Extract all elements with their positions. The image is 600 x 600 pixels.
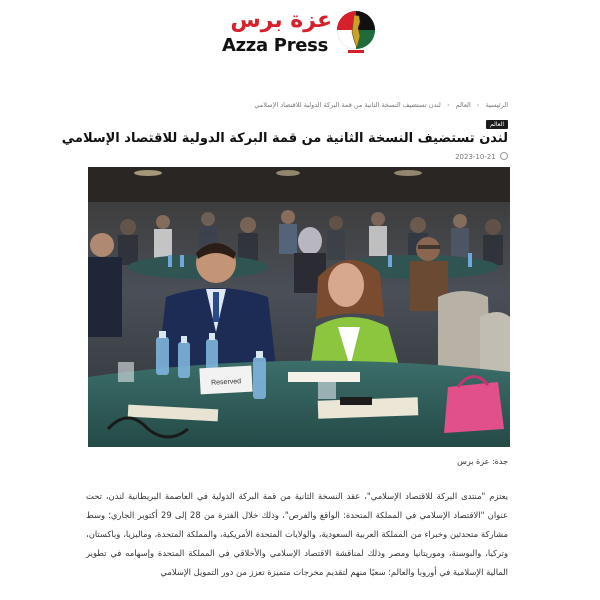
category-badge[interactable]: العالم [486, 120, 508, 129]
article-paragraph: يعتزم "منتدى البركة للاقتصاد الإسلامي"، عقد النسخة الثانية من قمة البركة الدولية في العاصمة البريطانية لندن، تحت عنوان "الاقتصاد الإسلامي في المملكة المتحدة: الواقع والفرص"، وذلك خلال الفترة من 28 إلى 29 أكتوبر الجاري؛ وسط مشاركة متحدثين وخبراء من المملكة العربية السعودية، والولايات المتحدة الأمريكية، والمملكة المتحدة، وماليزيا، وباكستان، وتركيا، والبوسنة، وموريتانيا ومصر وذلك لمناقشة الاقتصاد الإسلامي والأخلاقي في المملكة المتحدة وإسهامه في تطوير المالية الإسلامية في أوروبا والعالم؛ سعيًا منهم لتقديم مخرجات متميزة تعزز من دور التمويل الإسلامي [86, 491, 509, 577]
article-body [86, 487, 508, 582]
article-date-row [455, 152, 508, 161]
clock-icon [500, 152, 508, 160]
breadcrumb-category[interactable]: العالم [455, 101, 471, 109]
palestine-map-emblem-icon [336, 10, 376, 54]
breadcrumb-home[interactable]: الرئيسية [485, 101, 508, 109]
article-title: لندن تستضيف النسخة الثانية من قمة البركة الدولية للاقتصاد الإسلامي [61, 131, 508, 146]
logo-arabic-text: عزة برس [230, 8, 332, 33]
site-logo[interactable] [222, 8, 380, 58]
article-date: 2023-10-21 [455, 153, 496, 161]
chevron-left-icon: ‹ [476, 101, 480, 109]
chevron-left-icon: ‹ [446, 101, 450, 109]
breadcrumb-current: لندن تستضيف النسخة الثانية من قمة البركة الدولية للاقتصاد الإسلامي [254, 101, 441, 109]
breadcrumb [254, 101, 508, 109]
photo-caption: جدة: عزة برس [457, 457, 508, 466]
reserved-placard-text: Reserved [210, 378, 242, 387]
logo-english-text: Azza Press [222, 35, 329, 56]
article-photo [88, 167, 510, 447]
